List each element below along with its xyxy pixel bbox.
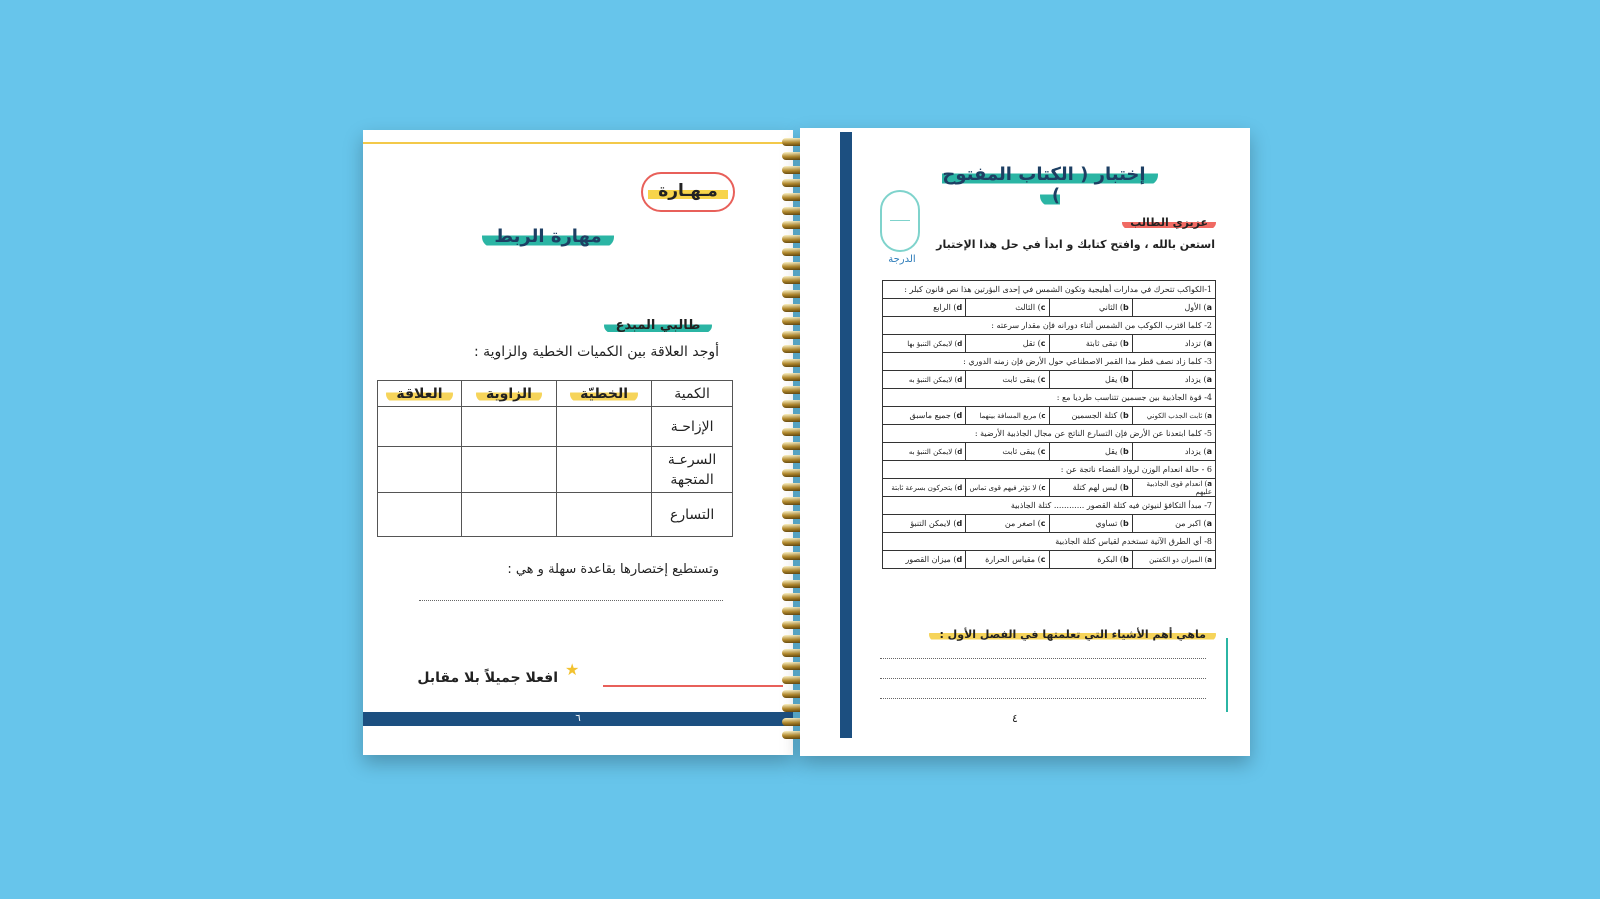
- answer-option[interactable]: [883, 407, 966, 425]
- option-paren: ): [1117, 339, 1124, 348]
- option-letter: d: [956, 519, 963, 528]
- answer-option[interactable]: [966, 371, 1049, 389]
- option-text: يقل: [1105, 375, 1118, 384]
- answer-option[interactable]: [1132, 515, 1215, 533]
- answer-option[interactable]: [966, 335, 1049, 353]
- option-text: مقياس الحرارة: [985, 555, 1036, 564]
- option-text: مربع المسافة بينهما: [979, 411, 1037, 420]
- option-text: لا تؤثر فيهم قوى تماس: [969, 483, 1037, 492]
- table-row: [378, 407, 733, 447]
- skill-badge-label: مـهـارة: [648, 181, 728, 201]
- option-letter: c: [1040, 555, 1046, 564]
- option-paren: ): [1200, 519, 1207, 528]
- options-row: [883, 515, 1216, 533]
- page-number: ٦: [575, 713, 581, 724]
- question-text: 6 - حالة انعدام الوزن لرواد الفضاء ناتجة عن :: [883, 461, 1216, 479]
- options-row: [883, 335, 1216, 353]
- option-paren: ): [950, 411, 957, 420]
- reflection-prompt: ماهي أهم الأشياء التي تعلمتها في الفصل الأول :: [900, 628, 1216, 641]
- question-row: [883, 461, 1216, 479]
- option-text: الأول: [1184, 303, 1201, 312]
- quiz-title: [930, 164, 1170, 206]
- option-letter: d: [957, 447, 963, 456]
- options-row: [883, 479, 1216, 497]
- option-letter: a: [1207, 411, 1212, 420]
- option-paren: ): [1035, 519, 1041, 528]
- option-paren: ): [1202, 479, 1208, 488]
- table-cell[interactable]: [556, 447, 651, 493]
- option-text: اكبر من: [1175, 519, 1201, 528]
- option-paren: ): [1117, 519, 1124, 528]
- option-letter: c: [1041, 411, 1046, 420]
- table-row: [378, 493, 733, 537]
- answer-option[interactable]: [883, 515, 966, 533]
- options-row: [883, 407, 1216, 425]
- answer-option[interactable]: [966, 551, 1049, 569]
- option-letter: d: [956, 411, 963, 420]
- header-angular: الزاوية: [461, 381, 556, 407]
- option-text: يبقى ثابت: [1002, 447, 1036, 456]
- option-text: لايمكن التنبؤ به: [908, 375, 953, 384]
- answer-option[interactable]: [1132, 335, 1215, 353]
- question-text: 4- قوة الجاذبية بين جسمين تتناسب طرديا مع :: [883, 389, 1216, 407]
- option-text: اصغر من: [1004, 519, 1036, 528]
- table-cell[interactable]: [378, 407, 462, 447]
- header-relation: العلاقة: [378, 381, 462, 407]
- answer-option[interactable]: [966, 299, 1049, 317]
- option-letter: a: [1206, 339, 1212, 348]
- option-letter: c: [1040, 339, 1046, 348]
- table-cell[interactable]: [461, 407, 556, 447]
- option-text: الرابع: [933, 303, 951, 312]
- options-row: [883, 551, 1216, 569]
- summary-text: وتستطيع إختصارها بقاعدة سهلة و هي :: [507, 562, 719, 577]
- grade-box[interactable]: [880, 190, 920, 252]
- option-letter: b: [1123, 447, 1129, 456]
- options-row: [883, 443, 1216, 461]
- option-text: جميع ماسبق: [909, 411, 951, 420]
- question-text: 5- كلما ابتعدنا عن الأرض فإن التسارع الناتج عن مجال الجاذبية الأرضية :: [883, 425, 1216, 443]
- question-row: [883, 497, 1216, 515]
- option-paren: ): [1036, 483, 1042, 492]
- option-text: ليس لهم كتلة: [1072, 483, 1118, 492]
- option-text: تساوي: [1095, 519, 1118, 528]
- option-text: الثاني: [1098, 303, 1118, 312]
- option-paren: ): [1202, 411, 1208, 420]
- red-rule: [603, 685, 783, 687]
- left-page: [363, 130, 793, 755]
- option-letter: b: [1123, 555, 1129, 564]
- answer-line[interactable]: [419, 600, 723, 601]
- option-letter: d: [957, 339, 963, 348]
- option-text: يبقى ثابت: [1002, 375, 1036, 384]
- answer-option[interactable]: [1049, 479, 1132, 497]
- answer-option[interactable]: [966, 515, 1049, 533]
- option-letter: a: [1206, 303, 1212, 312]
- teal-rule: [1226, 638, 1228, 712]
- option-letter: d: [956, 555, 963, 564]
- answer-option[interactable]: [966, 407, 1049, 425]
- question-text: 3- كلما زاد نصف قطر مدا القمر الاصطناعي حول الأرض فإن زمنه الدوري :: [883, 353, 1216, 371]
- option-letter: a: [1207, 555, 1212, 564]
- answer-option[interactable]: [883, 443, 966, 461]
- page-title-text: مهارة الربط: [482, 226, 613, 247]
- option-paren: ): [1117, 555, 1124, 564]
- answer-option[interactable]: [1049, 299, 1132, 317]
- footer-bar: [363, 712, 793, 726]
- options-row: [883, 371, 1216, 389]
- option-text: لايمكن التنبؤ بها: [907, 339, 953, 348]
- reflection-line-2[interactable]: [880, 678, 1206, 679]
- option-paren: ): [1036, 411, 1042, 420]
- option-paren: ): [952, 483, 958, 492]
- option-paren: ): [1117, 483, 1124, 492]
- question-text: 2- كلما اقترب الكوكب من الشمس أثناء دورانه فإن مقدار سرعته :: [883, 317, 1216, 335]
- option-text: تقل: [1022, 339, 1036, 348]
- answer-option[interactable]: [1132, 443, 1215, 461]
- option-text: لايمكن التنبؤ: [910, 519, 951, 528]
- option-letter: d: [956, 303, 963, 312]
- option-letter: c: [1040, 303, 1046, 312]
- option-letter: d: [957, 375, 963, 384]
- option-letter: a: [1206, 375, 1212, 384]
- option-letter: b: [1123, 519, 1129, 528]
- answer-option[interactable]: [1049, 335, 1132, 353]
- option-text: يتحركون بسرعة ثابتة: [891, 483, 953, 492]
- option-letter: c: [1041, 483, 1046, 492]
- option-paren: ): [1117, 411, 1124, 420]
- answer-option[interactable]: [1049, 551, 1132, 569]
- answer-option[interactable]: [1049, 407, 1132, 425]
- option-paren: ): [1117, 447, 1124, 456]
- option-letter: b: [1123, 375, 1129, 384]
- answer-option[interactable]: [966, 443, 1049, 461]
- subtitle: [593, 318, 723, 333]
- top-rule: [363, 142, 783, 144]
- option-paren: ): [952, 375, 958, 384]
- option-paren: ): [1200, 447, 1207, 456]
- quiz-title-text: إختبار ( الكتاب المفتوح ): [942, 164, 1157, 206]
- option-letter: d: [957, 483, 963, 492]
- question-row: [883, 389, 1216, 407]
- answer-option[interactable]: [1132, 371, 1215, 389]
- option-paren: ): [1117, 375, 1124, 384]
- answer-option[interactable]: [1049, 371, 1132, 389]
- page-number: ٤: [1012, 712, 1018, 725]
- answer-option[interactable]: [1132, 407, 1215, 425]
- option-paren: ): [950, 519, 957, 528]
- answer-option[interactable]: [883, 299, 966, 317]
- question-text: 1-الكواكب تتحرك في مدارات أهليجية وتكون الشمس في إحدى البؤرتين هذا نص قانون كبلر :: [883, 281, 1216, 299]
- answer-option[interactable]: [1049, 515, 1132, 533]
- question-row: [883, 317, 1216, 335]
- option-paren: ): [1035, 303, 1041, 312]
- row-label: الإزاحـة: [652, 407, 733, 447]
- option-paren: ): [1035, 555, 1041, 564]
- option-letter: b: [1123, 411, 1129, 420]
- table-row: [378, 447, 733, 493]
- option-letter: a: [1207, 479, 1212, 488]
- star-icon: ★: [565, 660, 580, 679]
- skill-badge: [641, 172, 735, 212]
- grade-label: الدرجة: [888, 254, 916, 265]
- table-cell[interactable]: [378, 447, 462, 493]
- greeting: عزيزي الطالب: [1100, 216, 1216, 229]
- subtitle-text: طالبي المبدع: [604, 318, 713, 333]
- options-row: [883, 299, 1216, 317]
- option-paren: ): [1200, 303, 1207, 312]
- header-quantity: الكمية: [652, 381, 733, 407]
- answer-option[interactable]: [1132, 299, 1215, 317]
- question-row: [883, 281, 1216, 299]
- relation-table: [377, 380, 733, 537]
- option-paren: ): [952, 339, 958, 348]
- option-letter: b: [1123, 303, 1129, 312]
- right-page: [800, 128, 1250, 756]
- option-paren: ): [1035, 339, 1041, 348]
- option-letter: b: [1123, 339, 1129, 348]
- reflection-line-1[interactable]: [880, 658, 1206, 659]
- quiz-instruction: استعن بالله ، وافتح كتابك و ابدأ في حل هذا الإختبار: [936, 238, 1215, 251]
- option-text: الميزان ذو الكفتين: [1149, 555, 1203, 564]
- option-paren: ): [1200, 375, 1207, 384]
- option-text: البكرة: [1097, 555, 1118, 564]
- header-linear: الخطيّة: [556, 381, 651, 407]
- option-paren: ): [1202, 555, 1208, 564]
- motto: افعلا جميلاً بلا مقابل: [417, 670, 558, 686]
- table-cell[interactable]: [556, 493, 651, 537]
- option-paren: ): [950, 555, 957, 564]
- option-letter: c: [1040, 519, 1046, 528]
- option-text: يزداد: [1184, 447, 1201, 456]
- option-letter: a: [1206, 519, 1212, 528]
- question-text: 8- أي الطرق الآتية تستخدم لقياس كتلة الجاذبية: [883, 533, 1216, 551]
- option-paren: ): [1035, 447, 1041, 456]
- instruction: أوجد العلاقة بين الكميات الخطية والزاوية :: [473, 344, 719, 360]
- table-header-row: [378, 381, 733, 407]
- option-text: ميزان القصور: [905, 555, 951, 564]
- option-paren: ): [1117, 303, 1124, 312]
- option-text: ثابت الجذب الكوني: [1146, 411, 1203, 420]
- table-cell[interactable]: [556, 407, 651, 447]
- answer-option[interactable]: [1132, 479, 1215, 497]
- option-letter: c: [1040, 375, 1046, 384]
- question-row: [883, 353, 1216, 371]
- answer-option[interactable]: [883, 335, 966, 353]
- left-margin-bar: [840, 132, 852, 738]
- answer-option[interactable]: [883, 551, 966, 569]
- option-text: كتلة الجسمين: [1071, 411, 1118, 420]
- table-cell[interactable]: [378, 493, 462, 537]
- quiz-table: [882, 280, 1216, 569]
- answer-option[interactable]: [883, 479, 966, 497]
- option-text: تبقى ثابتة: [1085, 339, 1118, 348]
- table-cell[interactable]: [461, 493, 556, 537]
- option-paren: ): [1035, 375, 1041, 384]
- answer-option[interactable]: [1132, 551, 1215, 569]
- option-text: لايمكن التنبؤ به: [908, 447, 953, 456]
- table-cell[interactable]: [461, 447, 556, 493]
- row-label: التسارع: [652, 493, 733, 537]
- option-text: الثالث: [1015, 303, 1036, 312]
- answer-option[interactable]: [883, 371, 966, 389]
- answer-option[interactable]: [1049, 443, 1132, 461]
- option-text: يزداد: [1184, 375, 1201, 384]
- option-text: انعدام قوى الجاذبية عليهم: [1146, 479, 1212, 496]
- option-paren: ): [1200, 339, 1207, 348]
- option-letter: c: [1040, 447, 1046, 456]
- option-letter: b: [1123, 483, 1129, 492]
- option-letter: a: [1206, 447, 1212, 456]
- option-paren: ): [952, 447, 958, 456]
- row-label: السرعـة المتجهة: [652, 447, 733, 493]
- answer-option[interactable]: [966, 479, 1049, 497]
- option-text: يقل: [1105, 447, 1118, 456]
- question-row: [883, 533, 1216, 551]
- option-paren: ): [950, 303, 957, 312]
- question-text: 7- مبدأ التكافؤ لنيوتن فيه كتلة القصور ............ كتلة الجاذبية: [883, 497, 1216, 515]
- page-title: [453, 226, 643, 247]
- question-row: [883, 425, 1216, 443]
- reflection-line-3[interactable]: [880, 698, 1206, 699]
- option-text: تزداد: [1184, 339, 1201, 348]
